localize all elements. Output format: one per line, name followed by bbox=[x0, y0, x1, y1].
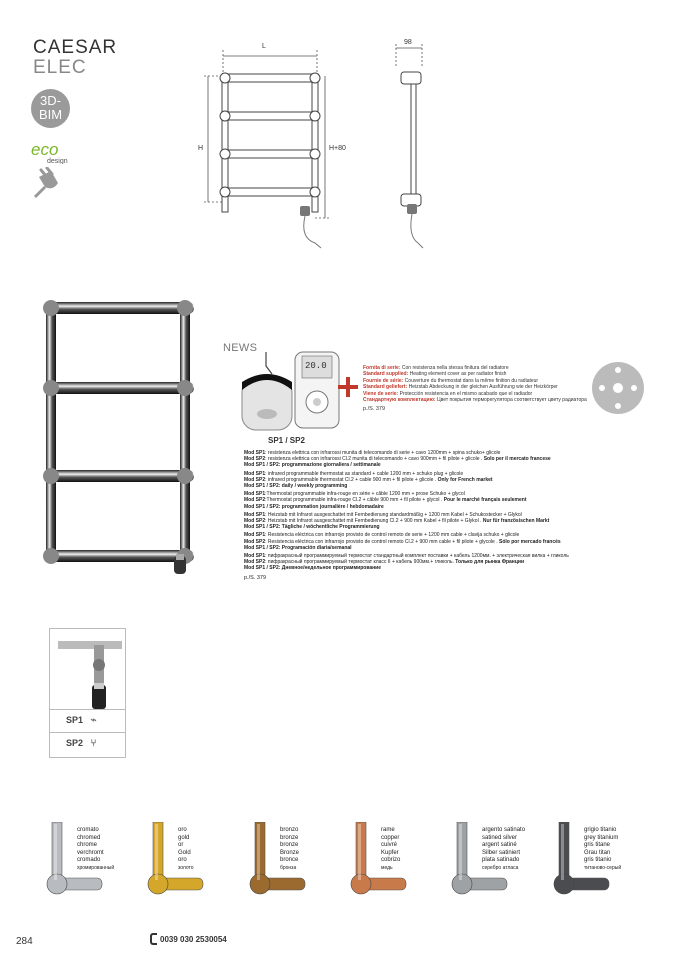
plus-icon bbox=[338, 376, 358, 398]
spec-model: Mod SP1 bbox=[244, 470, 266, 477]
spec-emphasis: : daily / weekly programming bbox=[278, 483, 348, 490]
finish-name: grigio titanio bbox=[584, 827, 617, 833]
spec-emphasis: Only for French market bbox=[437, 476, 493, 483]
finish-label bbox=[584, 827, 621, 873]
spec-text: :Thermostat programmable infra-rouge Cl.2 + câble 900 mm + fil pilote + glycol . bbox=[265, 497, 444, 504]
spec-group bbox=[244, 532, 604, 551]
specs-page-ref: p./S. 379 bbox=[244, 574, 267, 581]
spec-text: : пифракрасный программируемый термостат класс II + кабель 900мм.+ гликоль. bbox=[265, 559, 456, 566]
finish-swatch-image bbox=[147, 822, 207, 900]
standard-supply-text bbox=[363, 365, 593, 413]
spec-line bbox=[244, 483, 604, 489]
model-specifications bbox=[244, 450, 604, 581]
supply-line-key: Viene de serie: bbox=[363, 390, 399, 397]
spec-model: Mod SP1 bbox=[244, 553, 266, 560]
finish-name: oro bbox=[178, 857, 187, 864]
spec-text: : infrared programmable thermostat as standard + cable 1200 mm + schuko plug + glicole bbox=[265, 470, 464, 477]
supply-line-value: Protección resistencia en el mismo acabado que el radiador bbox=[398, 390, 533, 397]
finish-name: rame bbox=[381, 827, 395, 833]
finish-name-ru: медь bbox=[381, 864, 393, 871]
spec-emphasis: : Programación diaria/semanal bbox=[278, 544, 352, 551]
supply-line bbox=[363, 397, 593, 403]
finish-swatch-image bbox=[249, 822, 309, 900]
finish-name: Grau titan bbox=[584, 849, 611, 856]
heating-element-detail-photo bbox=[54, 633, 122, 717]
product-name: CAESAR bbox=[33, 37, 118, 58]
finish-name-ru: серебро атласа bbox=[482, 864, 519, 871]
bim-badge bbox=[31, 89, 70, 128]
finish-name: cuivré bbox=[381, 842, 398, 849]
finish-name: Kupfer bbox=[381, 849, 399, 856]
supply-line-value: Couverture du thermostat dans la même finition du radiateur bbox=[403, 377, 539, 384]
spec-emphasis: Solo per il mercato francese bbox=[483, 456, 551, 463]
spec-model: Mod SP2 bbox=[244, 456, 266, 463]
depth-label: 98 bbox=[404, 39, 412, 46]
finish-label bbox=[178, 827, 194, 873]
spec-emphasis: : programmazione giornaliera / settimanale bbox=[278, 462, 381, 469]
finish-name: chromed bbox=[77, 834, 101, 841]
width-label: L bbox=[262, 43, 266, 50]
remote-control-photo bbox=[293, 350, 341, 430]
finish-name: argent satiné bbox=[482, 842, 517, 849]
spec-model: Mod SP2 bbox=[244, 497, 266, 504]
spec-text: : Heizstab mit Infrarot ausgeschattet mit Fernbedienung Cl.2 + 900 mm Kabel + fil pilote + Glykol . bbox=[265, 518, 483, 525]
supply-line-value: Con resistenza nella stessa finitura del radiatore bbox=[400, 365, 509, 371]
spec-model: Mod SP1 bbox=[244, 491, 266, 498]
eco-design-icon bbox=[30, 140, 84, 164]
spec-text: : Heizstab mit Infrarot ausgeschattet mit Fernbedienung standardmäßig + 1200 mm Kabel + Schukostecker + Glykol bbox=[265, 511, 522, 518]
supply-line-key: Fournie de série: bbox=[363, 377, 404, 384]
finish-name: cromato bbox=[77, 827, 99, 833]
phone-icon bbox=[150, 933, 157, 945]
finish-name: Silber satiniert bbox=[482, 849, 521, 856]
supply-line-key: Стандартную комплектацию: bbox=[363, 397, 436, 404]
supply-line-key: Standard supplied: bbox=[363, 371, 409, 378]
spec-text: : resistenza elettrica con infrarossi Cl.2 munita di telecomando + cavo 900mm + fil pilote + glicole . bbox=[265, 456, 484, 463]
finish-name: Gold bbox=[178, 849, 191, 856]
finish-name: satined silver bbox=[482, 834, 518, 841]
spec-line bbox=[244, 524, 604, 530]
sp1-label: SP1 bbox=[66, 715, 84, 725]
spec-model: Mod SP1 / SP2 bbox=[244, 462, 279, 469]
spec-text: : пифракрасный программируемый термостат стандартный комплект поставки + кабель 1200мм. + электрическая вилка + гликоль bbox=[265, 553, 569, 560]
spec-line bbox=[244, 504, 604, 510]
spec-model: Mod SP2 bbox=[244, 476, 266, 483]
spec-model: Mod SP1 / SP2 bbox=[244, 503, 279, 510]
spec-emphasis: : Дневное/недельное программирование bbox=[278, 565, 382, 572]
sp-label: SP1 / SP2 bbox=[268, 436, 305, 445]
electric-plug-icon bbox=[33, 167, 63, 199]
spec-group bbox=[244, 471, 604, 490]
finish-name: oro bbox=[178, 827, 187, 833]
finish-name: copper bbox=[381, 834, 400, 841]
page-number: 284 bbox=[16, 936, 33, 947]
spec-emphasis: : programmation journalière / hebdomadaire bbox=[278, 503, 384, 510]
height-label: H bbox=[198, 145, 204, 152]
sp1-option bbox=[50, 709, 125, 729]
spec-emphasis: : Tägliche / wöchentliche Programmierung bbox=[278, 524, 380, 531]
sp-options-box bbox=[49, 628, 126, 758]
spec-group bbox=[244, 553, 604, 572]
spec-text: : resistenza elettrica con infrarossi munita di telecomando di serie + cavo 1200mm + spina schuko+ glicole bbox=[265, 450, 501, 456]
finish-name: gris titane bbox=[584, 842, 611, 849]
spec-emphasis: Sólo por mercado francés bbox=[498, 538, 561, 545]
finish-name-ru: бронза bbox=[280, 864, 297, 871]
spec-text: :Thermostat programmable infra-rouge en série + câble 1200 mm + prose Schuko + glycol bbox=[265, 491, 465, 498]
finish-name: cobrizo bbox=[381, 857, 401, 864]
spec-group bbox=[244, 512, 604, 531]
finish-name: chrome bbox=[77, 842, 98, 849]
supply-line-value: Heating element cover as per radiator finish bbox=[408, 371, 507, 378]
spec-model: Mod SP2 bbox=[244, 518, 266, 525]
svg-text:20.0: 20.0 bbox=[305, 361, 327, 371]
spec-model: Mod SP1 bbox=[244, 511, 266, 518]
supply-line-value: Цвет покрытия терморегулятора соответствует цвету радиатора bbox=[435, 397, 587, 404]
finish-name: or bbox=[178, 842, 184, 849]
finish-name: cromado bbox=[77, 857, 101, 864]
product-subname: ELEC bbox=[33, 57, 87, 78]
sp2-option bbox=[50, 732, 125, 752]
spec-line bbox=[244, 565, 604, 571]
finish-name: Bronze bbox=[280, 849, 300, 856]
finish-label bbox=[77, 827, 114, 873]
eco-word: eco bbox=[31, 140, 59, 159]
finish-swatch-image bbox=[350, 822, 410, 900]
phone-number: 0039 030 2530054 bbox=[160, 935, 227, 944]
spec-line bbox=[244, 545, 604, 551]
bim-badge-label: 3D-BIM bbox=[38, 93, 63, 122]
eco-sub: design bbox=[47, 158, 68, 164]
finish-name: gold bbox=[178, 834, 190, 841]
news-label: NEWS bbox=[223, 342, 258, 354]
finish-label bbox=[482, 827, 525, 873]
spec-emphasis: Pour le marché français seulement bbox=[443, 497, 527, 504]
heating-element-photo bbox=[236, 352, 296, 434]
finish-name-ru: титаново-серый bbox=[584, 864, 622, 871]
spec-text: : infrared programmable thermostat Cl.2 + cable 900 mm + fil pilote + glicole . bbox=[265, 476, 438, 483]
finish-name: gris titanio bbox=[584, 857, 612, 864]
spec-group bbox=[244, 450, 604, 469]
spec-model: Mod SP2 bbox=[244, 559, 266, 566]
dimension-drawing-side bbox=[393, 38, 433, 250]
finish-name-ru: золото bbox=[178, 864, 194, 871]
spec-line bbox=[244, 462, 604, 468]
wall-plate-icon bbox=[590, 360, 646, 416]
finish-name: bronzo bbox=[280, 827, 299, 833]
spec-group bbox=[244, 491, 604, 510]
finish-name: bronze bbox=[280, 834, 299, 841]
spec-model: Mod SP1 / SP2 bbox=[244, 483, 279, 490]
radiator-photo bbox=[36, 298, 201, 580]
finish-name: plata satinado bbox=[482, 857, 520, 864]
spec-emphasis: Только для рынка Франции bbox=[455, 559, 525, 566]
phone-contact bbox=[150, 933, 227, 945]
spec-model: Mod SP1 / SP2 bbox=[244, 544, 279, 551]
dimension-drawing-front bbox=[195, 38, 365, 250]
spec-text: : Resistencia eléctrica con infrarrojo provisto de control remoto Cl.2 + 900 mm cable + fil pilote + glycole . bbox=[265, 538, 499, 545]
sp2-label: SP2 bbox=[66, 738, 84, 748]
product-title bbox=[33, 38, 117, 78]
finish-name: bronce bbox=[280, 857, 299, 864]
finish-name: bronze bbox=[280, 842, 299, 849]
plug-icon: ⌁ bbox=[90, 715, 97, 726]
supply-page-ref: p./S. 379 bbox=[363, 406, 386, 413]
supply-line-key: Fornita di serie: bbox=[363, 365, 401, 371]
spec-emphasis: Nur für französischen Markt bbox=[482, 518, 550, 525]
finish-label bbox=[381, 827, 400, 873]
supply-line-key: Standard geliefert: bbox=[363, 384, 408, 391]
finish-label bbox=[280, 827, 299, 873]
spec-model: Mod SP1 bbox=[244, 450, 266, 456]
spec-model: Mod SP1 / SP2 bbox=[244, 565, 279, 572]
finish-name-ru: хромированный bbox=[77, 864, 115, 871]
spec-model: Mod SP1 bbox=[244, 532, 266, 539]
supply-line-value: Heizstab Abdeckung in der gleichen Ausführung wie der Heizkörper bbox=[407, 384, 558, 391]
spec-text: : Resistencia eléctrica con infrarrojo provisto de control remoto de serie + 1200 mm cable + clavija schuko + glicole bbox=[265, 532, 520, 539]
height-plus-label: H+80 bbox=[329, 145, 346, 152]
finish-name: argento satinato bbox=[482, 827, 526, 833]
wire-icon: ⑂ bbox=[90, 738, 97, 749]
spec-model: Mod SP1 / SP2 bbox=[244, 524, 279, 531]
finish-name: verchromt bbox=[77, 849, 104, 856]
finish-name: grey titanium bbox=[584, 834, 619, 841]
spec-model: Mod SP2 bbox=[244, 538, 266, 545]
